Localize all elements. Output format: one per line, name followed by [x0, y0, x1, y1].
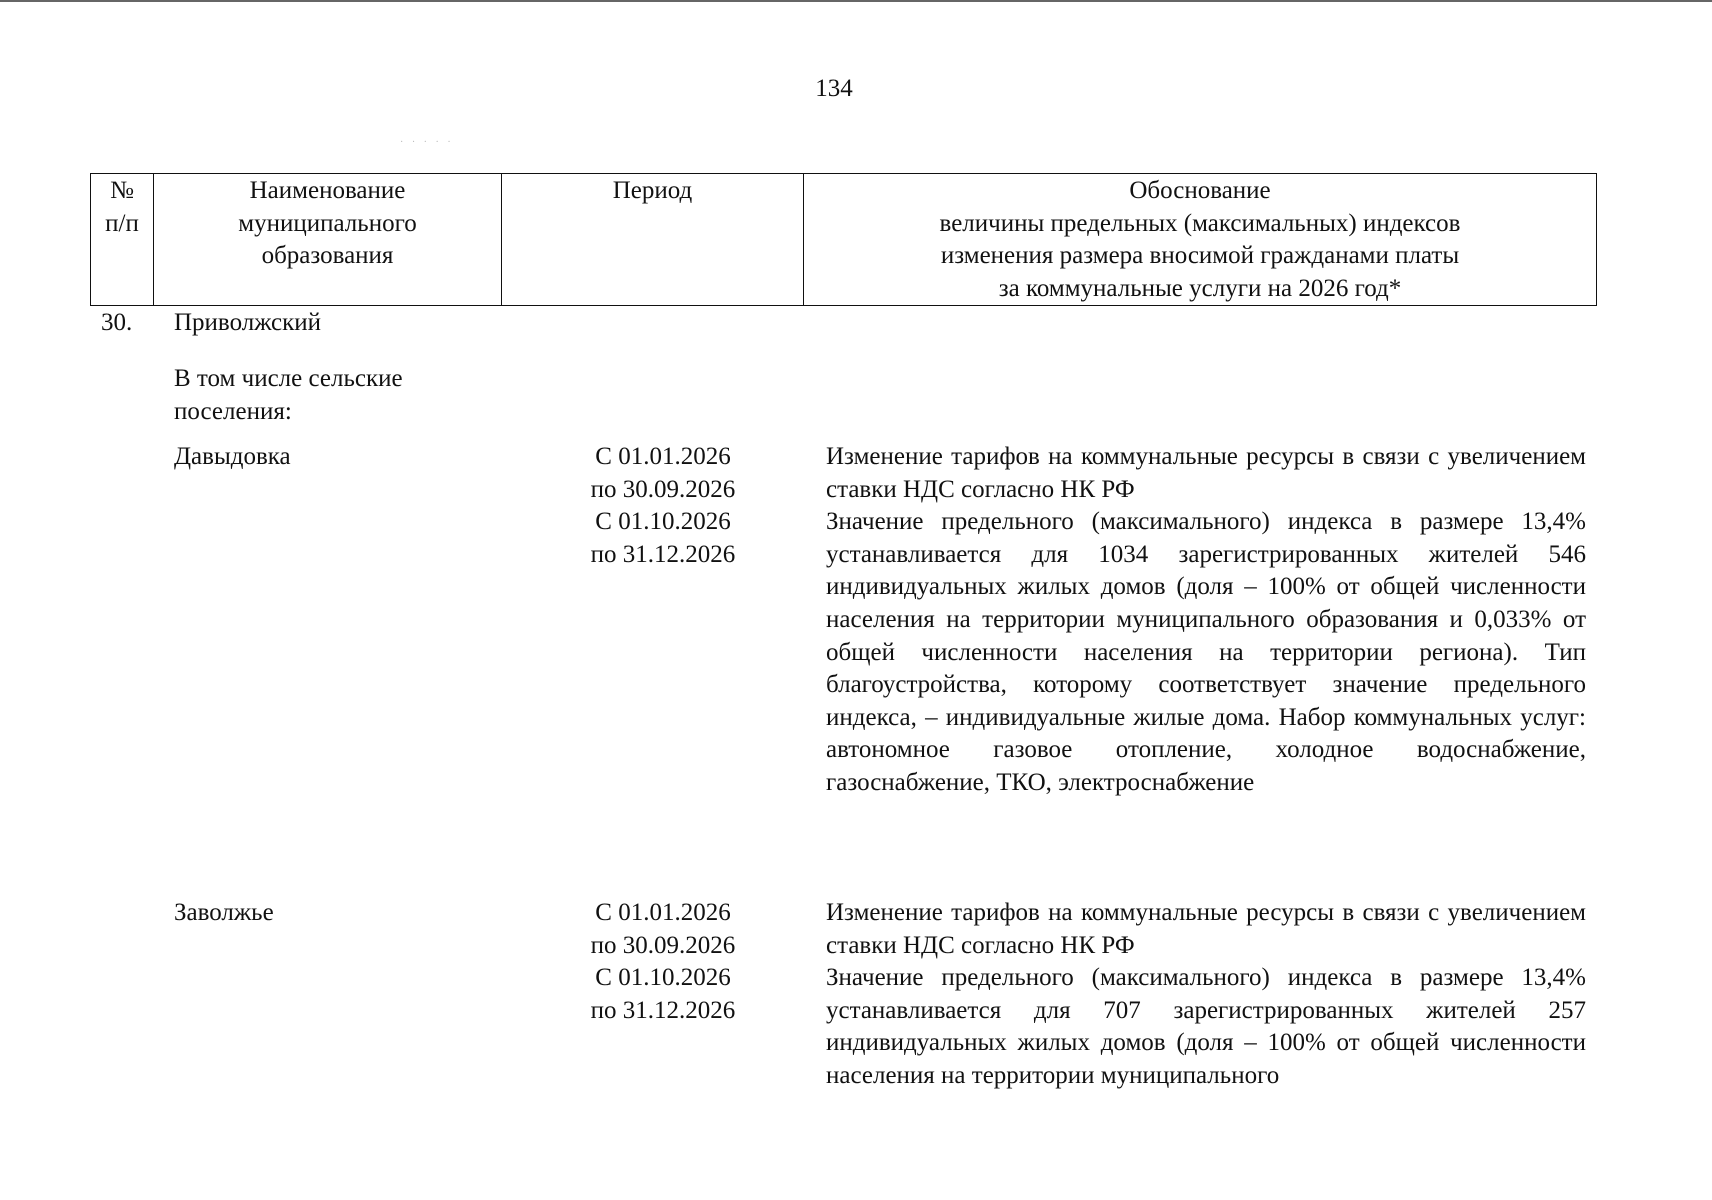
- settlement-period: [560, 897, 766, 1027]
- municipality-name: Приволжский: [174, 309, 322, 336]
- header-col-period: Период: [502, 174, 804, 306]
- period-line: по 31.12.2026: [590, 996, 736, 1024]
- settlement-basis: [826, 897, 1586, 1093]
- period-line: по 30.09.2026: [590, 931, 736, 959]
- period-line: С 01.01.2026: [595, 443, 731, 470]
- header-col-basis: Обоснование величины предельных (максимальных) индексов изменения размера вносимой гражданами платы за коммунальные услуги на 2026 год*: [804, 174, 1597, 306]
- basis-paragraph: Изменение тарифов на коммунальные ресурсы в связи с увеличением ставки НДС согласно НК РФ: [826, 899, 1586, 959]
- period-line: С 01.10.2026: [595, 508, 731, 536]
- basis-paragraph: Значение предельного (максимального) индекса в размере 13,4% устанавливается для 707 зарегистрированных жителей 257 индивидуальных жилых домов (доля – 100% от общей численности населения на территории муниципального: [826, 964, 1586, 1089]
- basis-paragraph: Значение предельного (максимального) индекса в размере 13,4% устанавливается для 1034 зарегистрированных жителей 546 индивидуальных жилых домов (доля – 100% от общей численности населения на территории муниципального образования и 0,033% от общей численности населения на территории региона). Тип благоустройства, которому соответствует значение предельного индекса, – индивидуальные жилые дома. Набор коммунальных услуг: автономное газовое отопление, холодное водоснабжение, газоснабжение, ТКО, электроснабжение: [826, 508, 1586, 796]
- settlement-name: Давыдовка: [174, 443, 291, 470]
- basis-paragraph: Изменение тарифов на коммунальные ресурсы в связи с увеличением ставки НДС согласно НК РФ: [826, 443, 1586, 503]
- period-line: С 01.01.2026: [595, 899, 731, 926]
- header-col-name: Наименование муниципального образования: [154, 174, 502, 306]
- scan-noise-mark: · · · · ·: [400, 137, 454, 148]
- period-line: по 30.09.2026: [590, 475, 736, 503]
- settlement-name: Заволжье: [174, 899, 274, 926]
- settlements-subheading: В том числе сельские поселения:: [174, 365, 403, 425]
- settlement-period: [560, 441, 766, 571]
- table-header: [90, 173, 1597, 306]
- page-number: 134: [815, 75, 853, 102]
- table-header-row: [91, 174, 1597, 306]
- period-line: по 31.12.2026: [590, 540, 736, 568]
- header-col-number: № п/п: [91, 174, 154, 306]
- period-line: С 01.10.2026: [595, 964, 731, 992]
- scan-top-edge: [0, 0, 1712, 2]
- row-number: 30.: [101, 309, 133, 336]
- settlement-basis: [826, 441, 1586, 800]
